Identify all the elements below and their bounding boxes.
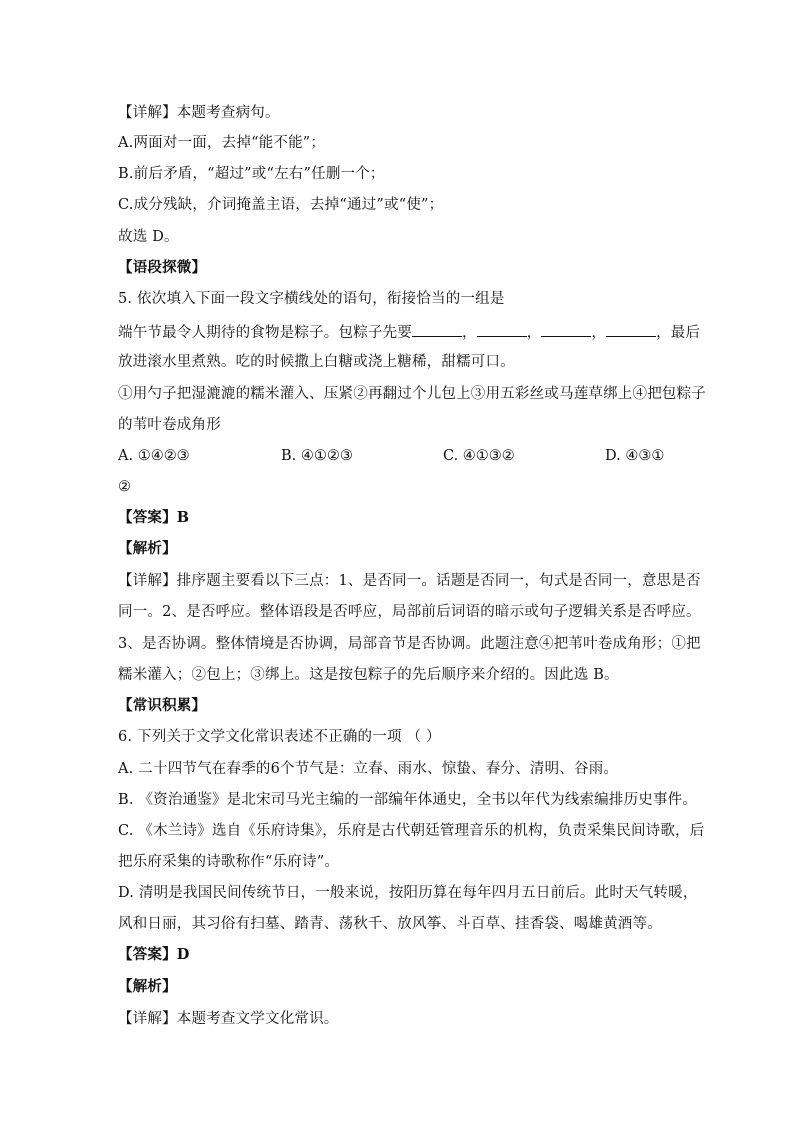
blank-separator: ， — [591, 325, 607, 341]
analysis-heading-6: 【解析】 — [118, 978, 177, 995]
blank-separator: ， — [526, 325, 542, 341]
question-5-option-b: B. ④①②③ — [281, 448, 353, 464]
question-5-option-d: D. ④③① — [605, 448, 665, 464]
analysis-6-line-1: 【详解】本题考查文学文化常识。 — [118, 1011, 339, 1027]
answer-6: 【答案】D — [118, 946, 190, 963]
fill-blank-4 — [606, 322, 656, 337]
analysis-5-line-3: 3、是否协调。整体情境是否协调，局部音节是否协调。此题注意④把苇叶卷成角形；①把 — [118, 636, 701, 652]
analysis-5-line-1: 【详解】排序题主要看以下三点：1、是否同一。话题是否同一，句式是否同一，意思是否 — [118, 573, 701, 589]
question-6-option-d-line-1: D. 清明是我国民间传统节日，一般来说，按阳历算在每年四月五日前后。此时天气转暖， — [118, 885, 698, 901]
question-6-option-c-line-2: 把乐府采集的诗歌称作“乐府诗”。 — [118, 854, 340, 870]
question-5-option-a: A. ①④②③ — [118, 448, 190, 464]
analysis-5-line-4: 糯米灌入；②包上；③绑上。这是按包粽子的先后顺序来介绍的。因此选 B。 — [118, 667, 619, 683]
explanation-conclusion: 故选 D。 — [118, 229, 179, 245]
question-5-stem: 5. 依次填入下面一段文字横线处的语句，衔接恰当的一组是 — [118, 291, 505, 307]
explanation-option-b: B.前后矛盾，“超过”或“左右”任删一个； — [118, 166, 385, 182]
question-6-stem: 6. 下列关于文学文化常识表述不正确的一项 （ ） — [118, 729, 441, 745]
section-heading-paragraph: 【语段探微】 — [118, 259, 207, 276]
passage-text-end: ，最后 — [656, 325, 701, 341]
question-5-items-line-1: ①用勺子把湿漉漉的糯米灌入、压紧②再翻过个儿包上③用五彩丝或马莲草绑上④把包粽子 — [118, 386, 706, 402]
fill-blank-2 — [477, 322, 527, 337]
explanation-line-1: 【详解】本题考查病句。 — [118, 105, 280, 121]
blank-separator: ， — [462, 325, 477, 341]
fill-blank-1 — [412, 322, 462, 337]
question-5-option-c: C. ④①③② — [443, 448, 515, 464]
question-6-option-d-line-2: 风和日丽，其习俗有扫墓、踏青、荡秋千、放风筝、斗百草、挂香袋、喝雄黄酒等。 — [118, 916, 662, 932]
question-6-option-c-line-1: C. 《木兰诗》选自《乐府诗集》，乐府是古代朝廷管理音乐的机构，负责采集民间诗歌，后 — [118, 823, 705, 839]
explanation-option-c: C.成分残缺，介词掩盖主语，去掉“通过”或“使”； — [118, 197, 444, 213]
question-5-items-line-2: 的苇叶卷成角形 — [118, 417, 221, 433]
question-6-option-b: B. 《资治通鉴》是北宋司马光主编的一部编年体通史，全书以年代为线索编排历史事件。 — [118, 792, 698, 808]
question-5-option-d-wrap: ② — [118, 479, 132, 495]
question-6-option-a: A. 二十四节气在春季的6个节气是：立春、雨水、惊蛰、春分、清明、谷雨。 — [118, 761, 619, 777]
fill-blank-3 — [541, 322, 591, 337]
section-heading-common-knowledge: 【常识积累】 — [118, 697, 207, 714]
explanation-option-a: A.两面对一面，去掉“能不能”； — [118, 135, 326, 151]
question-5-passage-line-2: 放进滚水里煮熟。吃的时候撒上白糖或浇上糖稀，甜糯可口。 — [118, 354, 515, 370]
passage-text: 端午节最令人期待的食物是粽子。包粽子先要 — [118, 325, 412, 341]
answer-5: 【答案】B — [118, 509, 190, 526]
analysis-heading-5: 【解析】 — [118, 540, 177, 557]
question-5-passage-line-1 — [118, 322, 700, 342]
analysis-5-line-2: 同一。2、是否呼应。整体语段是否呼应，局部前后词语的暗示或句子逻辑关系是否呼应。 — [118, 604, 701, 620]
